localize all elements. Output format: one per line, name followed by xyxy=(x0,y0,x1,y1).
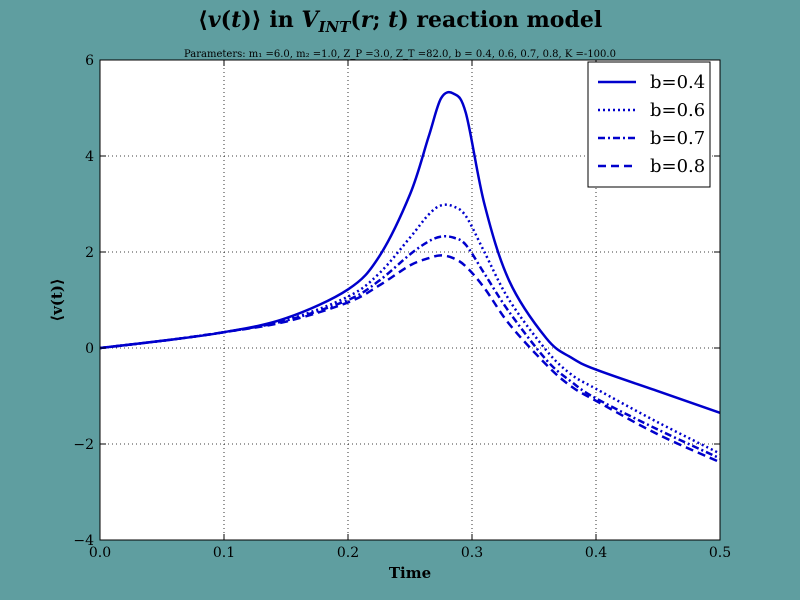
x-tick-label: 0.5 xyxy=(708,545,732,561)
y-tick-label: −2 xyxy=(73,437,94,453)
y-tick-label: −4 xyxy=(73,533,94,549)
x-tick-label: 0.3 xyxy=(460,545,484,561)
y-axis-label: ⟨v(t)⟩ xyxy=(48,278,66,322)
y-tick-label: 2 xyxy=(85,245,94,261)
x-axis-label: Time xyxy=(388,564,432,582)
x-tick-label: 0.2 xyxy=(336,545,360,561)
legend-label: b=0.7 xyxy=(650,128,706,149)
legend xyxy=(588,62,710,187)
legend-label: b=0.6 xyxy=(650,100,706,121)
chart-title: ⟨v(t)⟩ in $V_{INT}(r$; t) reaction model xyxy=(197,7,603,36)
legend-label: b=0.8 xyxy=(650,156,706,177)
x-tick-label: 0.0 xyxy=(88,545,112,561)
chart-title-block xyxy=(184,7,616,60)
x-tick-label: 0.1 xyxy=(212,545,236,561)
y-tick-label: 6 xyxy=(85,53,94,69)
chart-subtitle: Parameters: m₁ =6.0, m₂ =1.0, Z_P =3.0, Z_T =82.0, b = 0.4, 0.6, 0.7, 0.8, K =-100.0 xyxy=(184,49,616,60)
legend-label: b=0.4 xyxy=(650,72,706,93)
x-tick-label: 0.4 xyxy=(584,545,608,561)
y-tick-label: 4 xyxy=(85,149,94,165)
y-tick-label: 0 xyxy=(85,341,94,357)
